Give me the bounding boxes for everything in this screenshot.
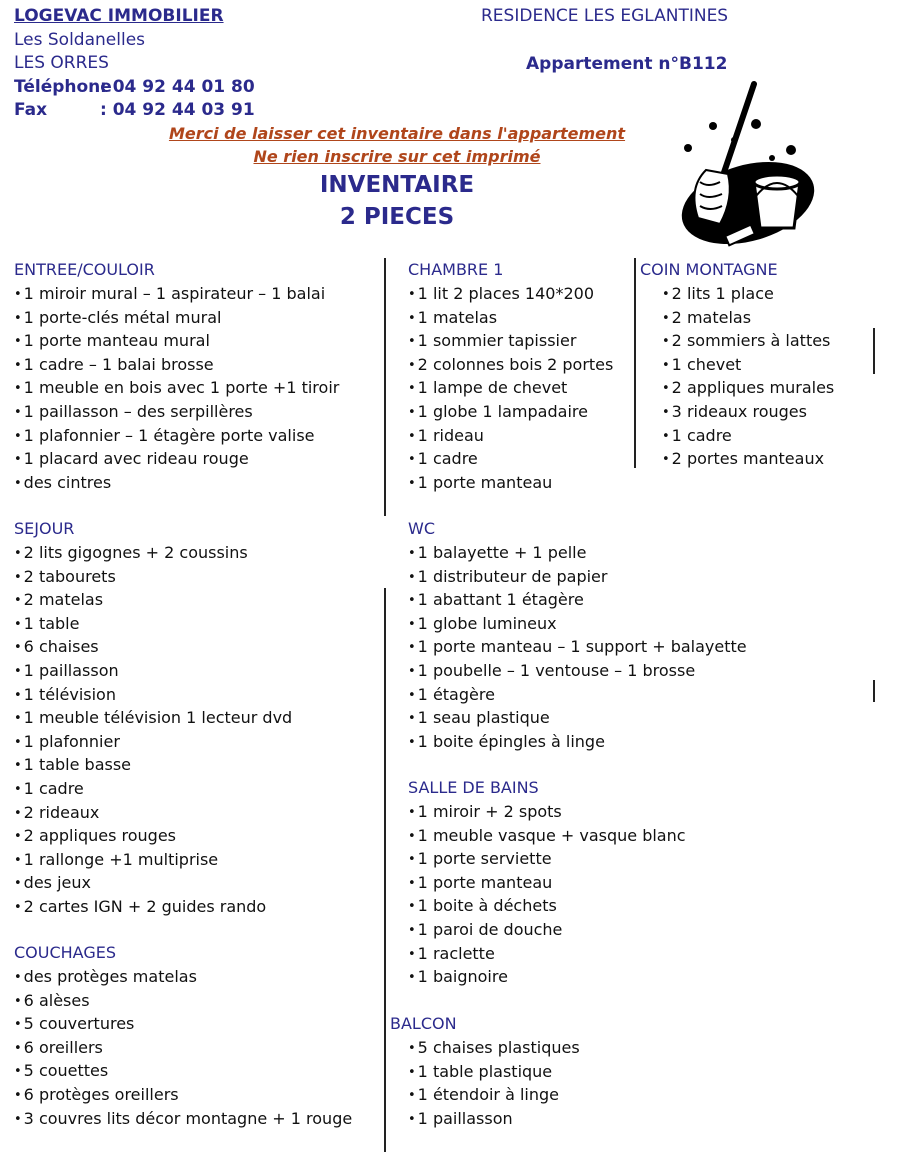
section-sejour	[14, 517, 292, 919]
inventory-item: • 5 chaises plastiques	[408, 1036, 580, 1060]
inventory-item: • 1 boite à déchets	[408, 894, 686, 918]
inventory-item: • des cintres	[14, 471, 339, 495]
inventory-item: • 1 placard avec rideau rouge	[14, 447, 339, 471]
inventory-item: • des protèges matelas	[14, 965, 352, 989]
inventory-item: • 1 abattant 1 étagère	[408, 588, 747, 612]
document-title: INVENTAIRE	[319, 172, 475, 198]
inventory-item: • 2 portes manteaux	[662, 447, 834, 471]
item-list	[390, 1036, 580, 1130]
section-chambre-1	[408, 258, 613, 494]
section-salle-de-bains	[408, 776, 686, 989]
agency-address-line2: LES ORRES	[14, 53, 109, 73]
inventory-item: • 1 table plastique	[408, 1060, 580, 1084]
inventory-item: • 2 lits gigognes + 2 coussins	[14, 541, 292, 565]
inventory-item: • 1 plafonnier – 1 étagère porte valise	[14, 424, 339, 448]
inventory-item: • 1 miroir mural – 1 aspirateur – 1 balai	[14, 282, 339, 306]
item-list	[408, 282, 613, 494]
section-title: ENTREE/COULOIR	[14, 260, 155, 279]
inventory-item: • 1 table basse	[14, 753, 292, 777]
section-title: BALCON	[390, 1014, 457, 1033]
margin-mark	[873, 680, 875, 702]
section-title: WC	[408, 519, 435, 538]
item-list	[14, 541, 292, 919]
inventory-item: • 2 sommiers à lattes	[662, 329, 834, 353]
notice-line2: Ne rien inscrire sur cet imprimé	[253, 147, 541, 166]
item-list	[408, 800, 686, 989]
inventory-item: • 1 lit 2 places 140*200	[408, 282, 613, 306]
inventory-item: • 1 porte manteau	[408, 471, 613, 495]
phone-label: Téléphone	[14, 77, 112, 97]
inventory-item: • 1 meuble télévision 1 lecteur dvd	[14, 706, 292, 730]
inventory-item: • 6 oreillers	[14, 1036, 352, 1060]
fax-label: Fax	[14, 100, 48, 120]
inventory-item: • 1 étagère	[408, 683, 747, 707]
inventory-item: • 1 paroi de douche	[408, 918, 686, 942]
inventory-item: • 1 miroir + 2 spots	[408, 800, 686, 824]
inventory-item: • 1 boite épingles à linge	[408, 730, 747, 754]
inventory-item: • 1 poubelle – 1 ventouse – 1 brosse	[408, 659, 747, 683]
inventory-item: • 1 meuble en bois avec 1 porte +1 tiroir	[14, 376, 339, 400]
cleaning-bucket-broom-icon	[676, 78, 818, 252]
inventory-item: • 6 chaises	[14, 635, 292, 659]
inventory-item: • 1 paillasson	[14, 659, 292, 683]
inventory-item: • 1 balayette + 1 pelle	[408, 541, 747, 565]
apartment-number: Appartement n°B112	[526, 54, 728, 74]
inventory-item: • 2 colonnes bois 2 portes	[408, 353, 613, 377]
inventory-item: • 1 lampe de chevet	[408, 376, 613, 400]
inventory-item: • 1 cadre – 1 balai brosse	[14, 353, 339, 377]
column-divider	[634, 258, 636, 468]
inventory-item: • 1 cadre	[408, 447, 613, 471]
section-title: COUCHAGES	[14, 943, 117, 962]
inventory-item: • 1 matelas	[408, 306, 613, 330]
agency-fax	[14, 100, 255, 120]
inventory-item: • 1 cadre	[662, 424, 834, 448]
inventory-item: • des jeux	[14, 871, 292, 895]
column-divider	[384, 258, 386, 516]
inventory-item: • 1 porte manteau mural	[14, 329, 339, 353]
section-balcon	[390, 1012, 580, 1130]
column-divider	[384, 588, 386, 1152]
inventory-item: • 2 matelas	[662, 306, 834, 330]
inventory-item: • 1 paillasson – des serpillères	[14, 400, 339, 424]
item-list	[14, 282, 339, 494]
agency-name: LOGEVAC IMMOBILIER	[14, 6, 224, 26]
inventory-item: • 1 télévision	[14, 683, 292, 707]
inventory-item: • 2 lits 1 place	[662, 282, 834, 306]
section-title: SALLE DE BAINS	[408, 778, 539, 797]
section-coin-montagne	[640, 258, 834, 471]
section-title: CHAMBRE 1	[408, 260, 504, 279]
inventory-item: • 3 rideaux rouges	[662, 400, 834, 424]
inventory-item: • 1 raclette	[408, 942, 686, 966]
section-wc	[408, 517, 747, 753]
agency-phone	[14, 77, 255, 97]
inventory-item: • 1 porte-clés métal mural	[14, 306, 339, 330]
section-title: SEJOUR	[14, 519, 75, 538]
inventory-item: • 1 baignoire	[408, 965, 686, 989]
inventory-item: • 2 appliques rouges	[14, 824, 292, 848]
inventory-item: • 6 alèses	[14, 989, 352, 1013]
section-couchages	[14, 941, 352, 1130]
inventory-item: • 1 rallonge +1 multiprise	[14, 848, 292, 872]
inventory-item: • 5 couettes	[14, 1059, 352, 1083]
notice-line1: Merci de laisser cet inventaire dans l'appartement	[168, 124, 626, 143]
document-subtitle: 2 PIECES	[339, 204, 455, 230]
inventory-item: • 1 globe lumineux	[408, 612, 747, 636]
margin-mark	[873, 328, 875, 374]
inventory-item: • 1 sommier tapissier	[408, 329, 613, 353]
inventory-item: • 1 meuble vasque + vasque blanc	[408, 824, 686, 848]
inventory-item: • 1 étendoir à linge	[408, 1083, 580, 1107]
inventory-item: • 2 rideaux	[14, 801, 292, 825]
inventory-item: • 1 paillasson	[408, 1107, 580, 1131]
section-title: COIN MONTAGNE	[640, 260, 778, 279]
inventory-item: • 1 cadre	[14, 777, 292, 801]
inventory-item: • 1 table	[14, 612, 292, 636]
inventory-item: • 1 distributeur de papier	[408, 565, 747, 589]
inventory-item: • 1 plafonnier	[14, 730, 292, 754]
inventory-item: • 1 chevet	[662, 353, 834, 377]
inventory-item: • 1 porte manteau	[408, 871, 686, 895]
inventory-item: • 1 globe 1 lampadaire	[408, 400, 613, 424]
inventory-item: • 2 matelas	[14, 588, 292, 612]
inventory-item: • 2 cartes IGN + 2 guides rando	[14, 895, 292, 919]
item-list	[408, 541, 747, 753]
inventory-item: • 1 porte manteau – 1 support + balayette	[408, 635, 747, 659]
inventory-item: • 5 couvertures	[14, 1012, 352, 1036]
inventory-item: • 1 rideau	[408, 424, 613, 448]
item-list	[640, 282, 834, 471]
residence-name: RESIDENCE LES EGLANTINES	[481, 6, 729, 26]
section-entree-couloir	[14, 258, 339, 494]
fax-number: : 04 92 44 03 91	[100, 100, 255, 120]
phone-number: : 04 92 44 01 80	[100, 77, 255, 97]
item-list	[14, 965, 352, 1130]
inventory-item: • 1 porte serviette	[408, 847, 686, 871]
inventory-item: • 2 tabourets	[14, 565, 292, 589]
inventory-item: • 3 couvres lits décor montagne + 1 rouge	[14, 1107, 352, 1131]
inventory-item: • 6 protèges oreillers	[14, 1083, 352, 1107]
agency-address-line1: Les Soldanelles	[14, 30, 146, 50]
inventory-item: • 1 seau plastique	[408, 706, 747, 730]
inventory-item: • 2 appliques murales	[662, 376, 834, 400]
